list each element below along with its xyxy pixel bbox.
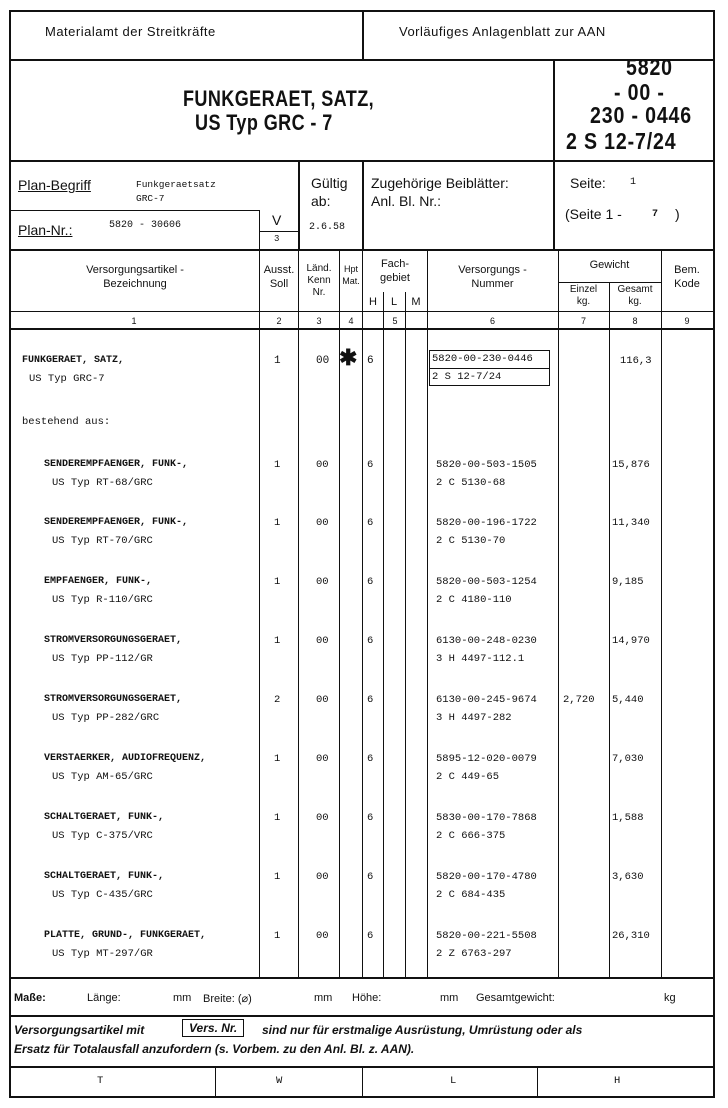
- col2-header: Ausst. Soll: [263, 264, 295, 290]
- row-kenn: 00: [316, 753, 329, 765]
- footer-cell-t: T: [97, 1075, 104, 1087]
- row-nr2: 2 C 4180-110: [436, 594, 512, 606]
- seite-value: 1: [630, 177, 637, 188]
- row-nr2: 2 S 12-7/24: [432, 371, 502, 383]
- row-nr1: 5820-00-221-5508: [436, 930, 537, 942]
- row-fach: 6: [367, 812, 374, 824]
- row-fach: 6: [367, 635, 374, 647]
- nsn-line3: 230 - 0446: [590, 102, 692, 128]
- col-num-5: 5: [392, 316, 398, 326]
- row-fach: 6: [367, 355, 374, 367]
- row-kenn: 00: [316, 459, 329, 471]
- row-nr1: 5895-12-020-0079: [436, 753, 537, 765]
- row-kenn: 00: [316, 635, 329, 647]
- nsn-line2: - 00 -: [614, 79, 665, 105]
- row-fach: 6: [367, 753, 374, 765]
- col4-header: Hpt Mat.: [342, 264, 360, 286]
- row-nr2: 2 C 684-435: [436, 889, 506, 901]
- row-name-type: US Typ MT-297/GR: [52, 948, 153, 960]
- gesamtgewicht-unit: kg: [664, 992, 676, 1004]
- v-label: V: [272, 212, 282, 228]
- frame-left: [9, 10, 11, 1098]
- nsn-line1: 5820: [626, 54, 673, 80]
- row-kenn: 00: [316, 576, 329, 588]
- row-fach: 6: [367, 517, 374, 529]
- col7-einzel: Einzel kg.: [569, 284, 598, 307]
- row-kenn: 00: [316, 694, 329, 706]
- footer-cell-w: W: [276, 1075, 283, 1087]
- plan-begriff-value: Funkgeraetsatz: [136, 179, 216, 190]
- row-nr2: 2 C 666-375: [436, 830, 506, 842]
- breite-label: Breite: (⌀): [203, 993, 252, 1005]
- row-gesamt: 9,185: [612, 576, 644, 588]
- row-name-type: US Typ PP-282/GRC: [52, 712, 160, 724]
- row-gesamt: 1,588: [612, 812, 644, 824]
- plan-begriff-value-2: GRC-7: [136, 193, 165, 204]
- note-vers-nr-box: Vers. Nr.: [182, 1019, 244, 1037]
- note-part-b: sind nur für erstmalige Ausrüstung, Umrüstung oder als: [262, 1023, 583, 1037]
- col-num-8: 8: [632, 316, 638, 326]
- row-kenn: 00: [316, 517, 329, 529]
- footer-cell-h: H: [614, 1075, 621, 1087]
- row-fach: 6: [367, 576, 374, 588]
- row-soll: 1: [274, 355, 281, 367]
- seite-range-value: 7: [652, 209, 659, 220]
- row-name-type: US Typ R-110/GRC: [52, 594, 153, 606]
- row-soll: 1: [274, 459, 281, 471]
- row-kenn: 00: [316, 355, 330, 367]
- row-nr1: 5820-00-170-4780: [436, 871, 537, 883]
- row-gesamt: 3,630: [612, 871, 644, 883]
- row-fach: 6: [367, 694, 374, 706]
- col5-m: M: [411, 296, 421, 308]
- row-name: SENDEREMPFAENGER, FUNK-,: [44, 517, 189, 528]
- row-nr1: 6130-00-245-9674: [436, 694, 537, 706]
- hauptmaterial-star-icon: ✱: [339, 345, 358, 370]
- row-name: PLATTE, GRUND-, FUNKGERAET,: [44, 930, 207, 941]
- row-name-type: US Typ C-375/VRC: [52, 830, 153, 842]
- hoehe-label: Höhe:: [352, 992, 382, 1004]
- plan-nr-label: Plan-Nr.:: [18, 222, 73, 238]
- seite-range-prefix: (Seite 1 -: [565, 206, 622, 222]
- beiblaetter-label-2: Anl. Bl. Nr.:: [371, 193, 442, 209]
- col-num-6: 6: [489, 316, 495, 326]
- row-soll: 1: [274, 517, 281, 529]
- row-name: SCHALTGERAET, FUNK-,: [44, 812, 165, 823]
- col6-header: Versorgungs - Nummer: [458, 264, 527, 290]
- plan-begriff-label: Plan-Begriff: [18, 177, 91, 193]
- row-nr1: 5820-00-196-1722: [436, 517, 537, 529]
- col9-header: Bem. Kode: [674, 264, 700, 290]
- row-name-type: US Typ RT-68/GRC: [52, 477, 153, 489]
- col5-header: Fach- gebiet: [380, 258, 410, 284]
- row-soll: 1: [274, 871, 281, 883]
- row-nr1: 6130-00-248-0230: [436, 635, 537, 647]
- col3-header: Länd. Kenn Nr.: [306, 263, 332, 298]
- row-soll: 2: [274, 694, 281, 706]
- col8-gesamt: Gesamt kg.: [617, 284, 653, 307]
- v-value: 3: [274, 234, 280, 244]
- seite-range-suffix: ): [675, 206, 680, 222]
- gesamtgewicht-label: Gesamtgewicht:: [476, 992, 555, 1004]
- row-nr2: 3 H 4497-112.1: [436, 653, 525, 665]
- gueltig-label: Gültig: [311, 175, 348, 191]
- row-name: EMPFAENGER, FUNK-,: [44, 576, 153, 587]
- row-name: STROMVERSORGUNGSGERAET,: [44, 635, 183, 646]
- col-num-1: 1: [131, 316, 137, 326]
- row-name-type: US Typ AM-65/GRC: [52, 771, 153, 783]
- row-gesamt: 116,3: [620, 355, 652, 367]
- row-name-type: US Typ GRC-7: [29, 373, 105, 385]
- row-nr1: 5820-00-503-1505: [436, 459, 537, 471]
- row-gesamt: 14,970: [612, 635, 650, 647]
- issuer: Materialamt der Streitkräfte: [45, 24, 216, 39]
- beiblaetter-label: Zugehörige Beiblätter:: [371, 175, 509, 191]
- col7-header: Gewicht: [589, 259, 630, 271]
- row-name: VERSTAERKER, AUDIOFREQUENZ,: [44, 753, 207, 764]
- row-nr2: 2 C 5130-68: [436, 477, 506, 489]
- item-title-line2: US Typ GRC - 7: [195, 110, 333, 135]
- laenge-label: Länge:: [87, 992, 121, 1004]
- col-num-4: 4: [348, 316, 354, 326]
- row-nr1: 5820-00-230-0446: [432, 353, 533, 365]
- masse-label: Maße:: [14, 992, 46, 1004]
- col-num-7: 7: [580, 316, 586, 326]
- row-kenn: 00: [316, 812, 329, 824]
- gueltig-value: 2.6.58: [309, 222, 346, 233]
- row-fach: 6: [367, 871, 374, 883]
- row-nr1: 5820-00-503-1254: [436, 576, 537, 588]
- col1-header: Versorgungsartikel - Bezeichnung: [86, 264, 184, 290]
- gueltig-label-2: ab:: [311, 193, 331, 209]
- row-nr2: 2 Z 6763-297: [436, 948, 512, 960]
- row-gesamt: 26,310: [612, 930, 650, 942]
- nsn-line4: 2 S 12-7/24: [566, 128, 677, 154]
- row-gesamt: 11,340: [612, 517, 650, 529]
- laenge-unit: mm: [173, 992, 192, 1004]
- footer-cell-l: L: [450, 1075, 457, 1087]
- row-soll: 1: [274, 635, 281, 647]
- row-name-type: US Typ C-435/GRC: [52, 889, 153, 901]
- col-num-9: 9: [684, 316, 690, 326]
- row-soll: 1: [274, 812, 281, 824]
- row-gesamt: 15,876: [612, 459, 650, 471]
- row-soll: 1: [274, 753, 281, 765]
- plan-nr-value: 5820 - 30606: [109, 220, 182, 231]
- row-name: STROMVERSORGUNGSGERAET,: [44, 694, 183, 705]
- row-soll: 1: [274, 576, 281, 588]
- row-nr2: 2 C 5130-70: [436, 535, 506, 547]
- row-name: FUNKGERAET, SATZ,: [22, 355, 125, 366]
- row-nr2: 3 H 4497-282: [436, 712, 512, 724]
- row-kenn: 00: [316, 871, 329, 883]
- seite-label: Seite:: [570, 175, 606, 191]
- col-num-3: 3: [316, 316, 322, 326]
- col5-h: H: [369, 296, 377, 308]
- row-gesamt: 5,440: [612, 694, 644, 706]
- row-name: SCHALTGERAET, FUNK-,: [44, 871, 165, 882]
- item-title-line1: FUNKGERAET, SATZ,: [183, 86, 375, 111]
- row-nr1: 5830-00-170-7868: [436, 812, 537, 824]
- col5-l: L: [390, 296, 398, 308]
- breite-unit: mm: [314, 992, 333, 1004]
- row-name-type: US Typ RT-70/GRC: [52, 535, 153, 547]
- bestehend-aus: bestehend aus:: [22, 416, 111, 428]
- row-fach: 6: [367, 459, 374, 471]
- hoehe-unit: mm: [440, 992, 459, 1004]
- row-fach: 6: [367, 930, 374, 942]
- row-nr2: 2 C 449-65: [436, 771, 500, 783]
- row-gesamt: 7,030: [612, 753, 644, 765]
- note-line2: Ersatz für Totalausfall anzufordern (s. Vorbem. zu den Anl. Bl. z. AAN).: [14, 1042, 415, 1056]
- row-einzel: 2,720: [563, 694, 595, 706]
- row-name: SENDEREMPFAENGER, FUNK-,: [44, 459, 189, 470]
- frame-right: [713, 10, 715, 1098]
- sheet-title: Vorläufiges Anlagenblatt zur AAN: [399, 24, 606, 39]
- col-num-2: 2: [276, 316, 282, 326]
- note-part-a: Versorgungsartikel mit: [14, 1023, 145, 1037]
- row-soll: 1: [274, 930, 281, 942]
- row-name-type: US Typ PP-112/GR: [52, 653, 153, 665]
- row-kenn: 00: [316, 930, 329, 942]
